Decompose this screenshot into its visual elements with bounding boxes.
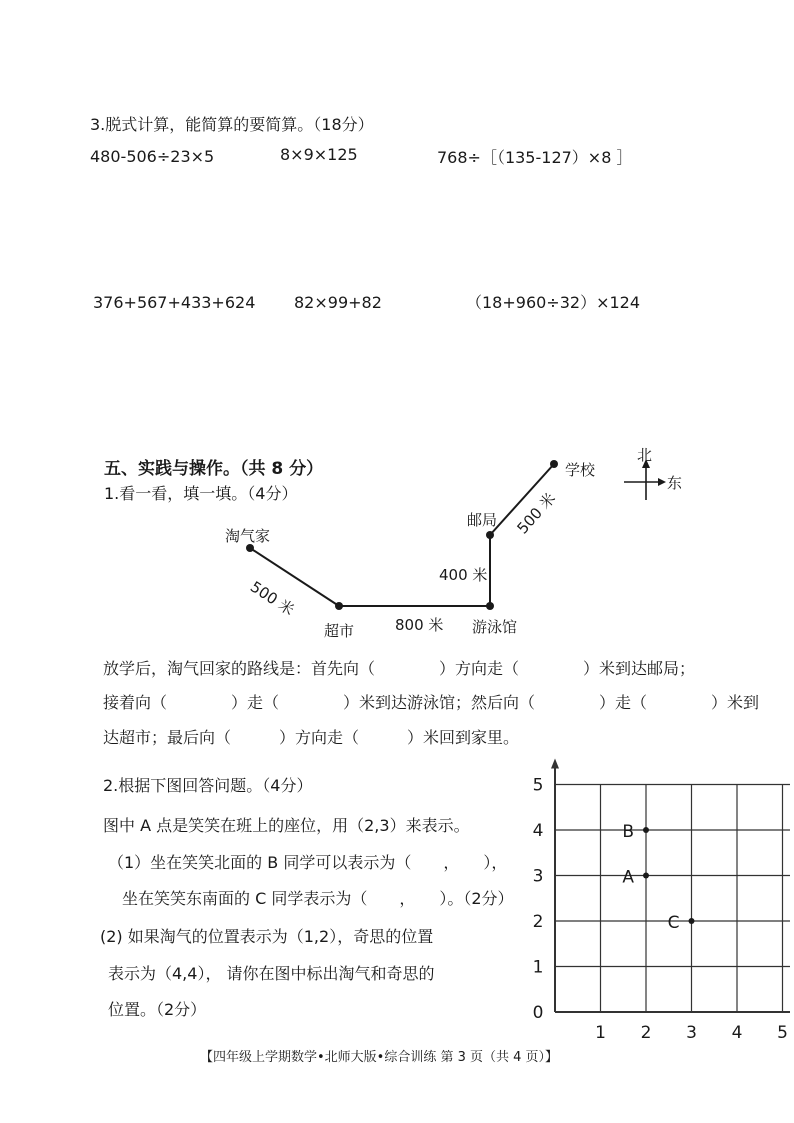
expression-6: （18+960÷32）×124 bbox=[466, 293, 641, 312]
x-tick-label: 5 bbox=[777, 1023, 788, 1043]
expression-4: 376+567+433+624 bbox=[93, 293, 256, 312]
section5-title: 五、实践与操作。（共 8 分） bbox=[104, 459, 324, 479]
q2-line-1: 图中 A 点是笑笑在班上的座位，用（2,3）来表示。 bbox=[103, 816, 470, 835]
x-tick-label: 3 bbox=[686, 1023, 697, 1043]
y-axis-arrow-icon bbox=[551, 759, 559, 769]
label-school: 学校 bbox=[565, 461, 596, 479]
x-tick-label: 2 bbox=[640, 1023, 652, 1043]
label-home: 淘气家 bbox=[225, 527, 271, 545]
grid-point-c bbox=[689, 918, 695, 924]
q1-line-2: 接着向（ ）走（ ）米到达游泳馆；然后向（ ）走（ ）米到 bbox=[103, 693, 760, 712]
y-tick-label: 1 bbox=[532, 957, 544, 978]
expression-3: 768÷［（135-127）×8 ］ bbox=[437, 148, 633, 167]
expression-2: 8×9×125 bbox=[280, 145, 358, 164]
grid-point-label-a: A bbox=[622, 867, 634, 888]
y-tick-label: 0 bbox=[532, 1003, 544, 1023]
grid-point-a bbox=[643, 873, 649, 879]
q2-title: 2.根据下图回答问题。（4分） bbox=[103, 776, 313, 795]
section3-title: 3.脱式计算，能简算的要简算。（18分） bbox=[90, 115, 374, 134]
label-post: 邮局 bbox=[467, 511, 498, 529]
y-tick-label: 2 bbox=[532, 912, 544, 932]
x-tick-label: 4 bbox=[731, 1023, 743, 1043]
q1-line-1: 放学后，淘气回家的路线是：首先向（ ）方向走（ ）米到达邮局； bbox=[103, 659, 696, 678]
label-pool: 游泳馆 bbox=[472, 618, 518, 636]
y-tick-label: 5 bbox=[532, 775, 544, 796]
distance-pool-post: 400 米 bbox=[439, 566, 488, 584]
page-footer: 【四年级上学期数学•北师大版•综合训练 第 3 页（共 4 页）】 bbox=[200, 1050, 559, 1065]
label-north: 北 bbox=[637, 446, 653, 464]
y-tick-label: 4 bbox=[532, 821, 544, 841]
label-supermarket: 超市 bbox=[324, 622, 355, 640]
expression-1: 480-506÷23×5 bbox=[90, 147, 215, 166]
x-tick-label: 1 bbox=[595, 1023, 606, 1043]
distance-home-super: 500 米 bbox=[247, 577, 298, 620]
y-tick-label: 3 bbox=[532, 866, 544, 887]
grid-point-label-c: C bbox=[667, 913, 680, 933]
q2-line-2: （1）坐在笑笑北面的 B 同学可以表示为（ ， ）， bbox=[108, 853, 508, 872]
q2-line-5: 表示为（4,4）， 请你在图中标出淘气和奇思的 bbox=[108, 964, 435, 983]
expression-5: 82×99+82 bbox=[294, 293, 382, 312]
distance-post-school: 500 米 bbox=[513, 489, 560, 538]
grid-point-label-b: B bbox=[622, 822, 634, 842]
grid-point-b bbox=[643, 827, 649, 833]
q1-line-3: 达超市；最后向（ ）方向走（ ）米回到家里。 bbox=[103, 728, 520, 747]
q2-line-6: 位置。（2分） bbox=[108, 1000, 207, 1019]
distance-super-pool: 800 米 bbox=[395, 616, 444, 634]
q2-line-4: (2) 如果淘气的位置表示为（1,2），奇思的位置 bbox=[100, 927, 434, 946]
q1-title: 1.看一看，填一填。（4分） bbox=[104, 484, 298, 503]
label-east: 东 bbox=[667, 474, 683, 492]
q2-line-3: 坐在笑笑东南面的 C 同学表示为（ ， ）。（2分） bbox=[122, 889, 514, 908]
